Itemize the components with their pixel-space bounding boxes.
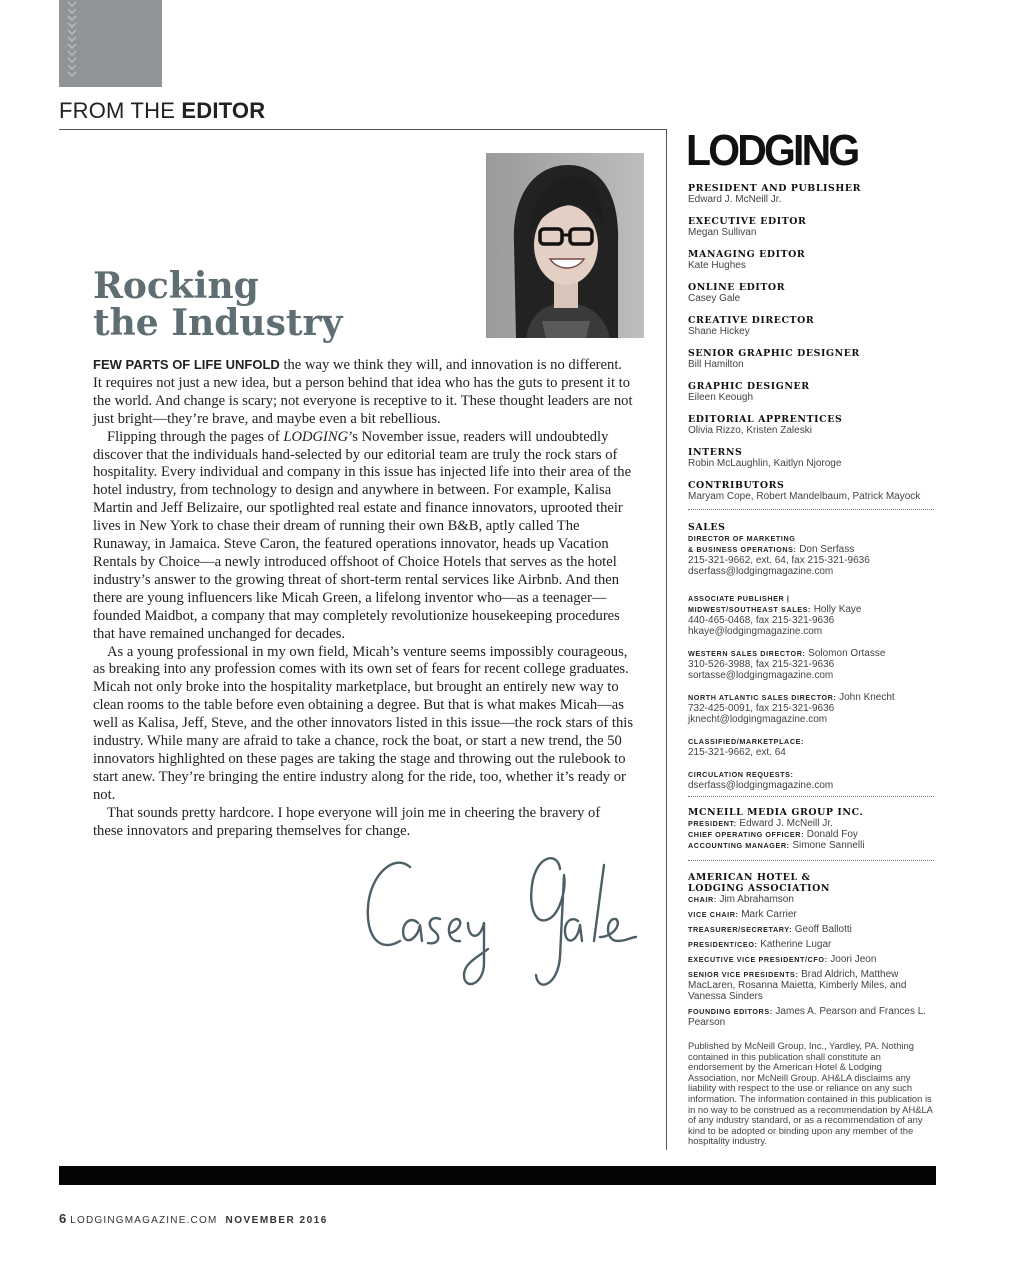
- staff-title: PRESIDENT AND PUBLISHER: [688, 183, 861, 194]
- role-name: Jim Abrahamson: [719, 894, 794, 905]
- staff-entry: [688, 249, 938, 271]
- role-label: SENIOR VICE PRESIDENTS:: [688, 970, 799, 979]
- staff-title: EDITORIAL APPRENTICES: [688, 414, 843, 425]
- chevron-pattern: [65, 0, 79, 80]
- paragraph-3: As a young professional in my own field, Micah’s venture seems impossibly courageous, as breaking into any profession comes with its own set of fears for recent college graduates. Micah not only broke into the hospitality marketplace, but brought an entirely new way to clean rooms to the table before even obtaining a degree. But that is what makes Micah—as well as Kalisa, Jeff, Steve, and the other innovators listed in this issue—the rock stars of this industry. While many are afraid to take a chance, rock the boat, or start a new trend, the 50 innovators highlighted on these pages are taking the stage and throwing out the rulebook to start anew. They’re bringing the entire industry along for the ride, too, whether it’s ready or not.: [93, 643, 634, 803]
- sales-label: CLASSIFIED/MARKETPLACE:: [688, 737, 805, 746]
- sales-email: sortasse@lodgingmagazine.com: [688, 670, 834, 681]
- role-label: PRESIDENT/CEO:: [688, 940, 758, 949]
- sales-section: [688, 522, 938, 791]
- article-body: [93, 356, 633, 840]
- sales-title: SALES: [688, 522, 726, 533]
- dotted-rule: [688, 509, 934, 510]
- role-label: EXECUTIVE VICE PRESIDENT/CFO:: [688, 955, 828, 964]
- paragraph-2-start: Flipping through the pages of: [107, 428, 284, 445]
- paragraph-4: That sounds pretty hardcore. I hope everyone will join me in cheering the bravery of these innovators and preparing themselves for change.: [93, 804, 601, 839]
- section-heading: [59, 98, 265, 124]
- role-label: TREASURER/SECRETARY:: [688, 925, 793, 934]
- sales-name: Don Serfass: [799, 544, 855, 555]
- role-name: James A. Pearson and Frances L. Pearson: [688, 1006, 927, 1028]
- staff-title: EXECUTIVE EDITOR: [688, 216, 807, 227]
- footer-bar: [59, 1166, 936, 1185]
- role-label: CHIEF OPERATING OFFICER:: [688, 830, 805, 839]
- staff-entry: [688, 183, 938, 205]
- role-label: CHAIR:: [688, 895, 717, 904]
- top-rule: [59, 129, 666, 130]
- role-name: Simone Sannelli: [792, 840, 865, 851]
- paragraph-2-rest: ’s November issue, readers will undoubtedly discover that the individuals hand-selected by our editorial team are truly the rock stars of hospitality. Every individual and company in this issue has injected life into their area of the hotel industry, from technology to design and anywhere in between. For example, Kalisa Martin and Jeff Belizaire, our spotlighted real estate and finance innovators, uprooted their lives in New York to chase their dream of running their own B&B, aptly called The Runaway, in Jamaica. Steve Caron, the featured operations innovator, heads up Vacation Rentals by Choice—a newly introduced offshoot of Choice Hotels that serves as the hotel industry’s answer to the growing threat of short-term rental services like Airbnb. And then there are young influencers like Micah Green, a lifelong inventor who—as a teenager—founded Maidbot, a company that may completely revolutionize housekeeping procedures that have remained unchanged for decades.: [93, 428, 632, 642]
- role-label: FOUNDING EDITORS:: [688, 1007, 773, 1016]
- mcneill-section: [688, 807, 938, 851]
- staff-list: [688, 183, 938, 502]
- paragraph-1-text: the way we think they will, and innovation is no different. It requires not just a new idea, but a person behind that idea who has the guts to present it to the world. And change is scary; not everyone is receptive to it. These thought leaders are not just bright—they’re brave, and maybe even a bit rebellious.: [93, 357, 633, 427]
- footer-website: LODGINGMAGAZINE.COM: [70, 1215, 218, 1226]
- sales-label: NORTH ATLANTIC SALES DIRECTOR:: [688, 693, 837, 702]
- disclaimer: Published by McNeill Group, Inc., Yardley, PA. Nothing contained in this publication shall constitute an endorsement by the American Hotel & Lodging Association, nor McNeill Group. AH&LA disclaims any liability with respect to the use or reliance on any such information. The information contained in this publication is in no way to be construed as a recommendation by AH&LA of any industry standard, or as a recommendation of any kind to be adopted or binding upon any member of the hospitality industry.: [688, 1040, 933, 1147]
- sales-email: dserfass@lodgingmagazine.com: [688, 780, 834, 791]
- sales-label: MIDWEST/SOUTHEAST SALES:: [688, 605, 812, 614]
- staff-entry: [688, 480, 938, 502]
- magazine-name: LODGING: [283, 428, 349, 445]
- ahla-title: LODGING ASSOCIATION: [688, 883, 830, 894]
- ahla-title: AMERICAN HOTEL &: [688, 872, 811, 883]
- sales-label: ASSOCIATE PUBLISHER |: [688, 594, 790, 603]
- sales-phone: 215-321-9662, ext. 64, fax 215-321-9636: [688, 555, 870, 566]
- staff-entry: [688, 282, 938, 304]
- lead-in: FEW PARTS OF LIFE UNFOLD: [93, 357, 280, 372]
- staff-title: SENIOR GRAPHIC DESIGNER: [688, 348, 860, 359]
- sales-phone: 732-425-0091, fax 215-321-9636: [688, 703, 835, 714]
- staff-title: INTERNS: [688, 447, 743, 458]
- role-name: Edward J. McNeill Jr.: [739, 818, 833, 829]
- staff-entry: [688, 216, 938, 238]
- page-footer: [59, 1211, 328, 1226]
- role-name: Katherine Lugar: [760, 939, 832, 950]
- staff-entry: [688, 447, 938, 469]
- page-number: 6: [59, 1211, 67, 1226]
- sales-phone: 215-321-9662, ext. 64: [688, 747, 786, 758]
- staff-name: Olivia Rizzo, Kristen Zaleski: [688, 425, 812, 436]
- role-name: Joori Jeon: [830, 954, 877, 965]
- role-name: Geoff Ballotti: [794, 924, 852, 935]
- role-name: Donald Foy: [806, 829, 858, 840]
- staff-entry: [688, 414, 938, 436]
- staff-name: Casey Gale: [688, 293, 741, 304]
- staff-name: Kate Hughes: [688, 260, 746, 271]
- paragraph-2: [93, 429, 633, 644]
- staff-name: Bill Hamilton: [688, 359, 744, 370]
- ahla-section: [688, 872, 938, 1028]
- sales-label: CIRCULATION REQUESTS:: [688, 770, 794, 779]
- staff-name: Shane Hickey: [688, 326, 750, 337]
- staff-entry: [688, 348, 938, 370]
- role-label: PRESIDENT:: [688, 819, 737, 828]
- editor-portrait: [486, 153, 644, 338]
- editor-signature: [360, 845, 640, 1005]
- sales-name: Holly Kaye: [813, 604, 862, 615]
- sales-label: WESTERN SALES DIRECTOR:: [688, 649, 806, 658]
- headline-line-1: Rocking: [93, 265, 259, 307]
- sales-email: hkaye@lodgingmagazine.com: [688, 626, 823, 637]
- staff-entry: [688, 381, 938, 403]
- sales-phone: 310-526-3988, fax 215-321-9636: [688, 659, 835, 670]
- dotted-rule: [688, 860, 934, 861]
- staff-name: Megan Sullivan: [688, 227, 757, 238]
- role-name: Mark Carrier: [741, 909, 797, 920]
- mcneill-title: MCNEILL MEDIA GROUP INC.: [688, 807, 864, 818]
- role-label: VICE CHAIR:: [688, 910, 739, 919]
- staff-name: Edward J. McNeill Jr.: [688, 194, 782, 205]
- sales-label: DIRECTOR OF MARKETING: [688, 534, 796, 543]
- column-divider: [666, 129, 667, 1150]
- sales-label: & BUSINESS OPERATIONS:: [688, 545, 797, 554]
- staff-name: Robin McLaughlin, Kaitlyn Njoroge: [688, 458, 842, 469]
- staff-title: ONLINE EDITOR: [688, 282, 786, 293]
- sales-name: John Knecht: [839, 692, 895, 703]
- dotted-rule: [688, 796, 934, 797]
- footer-date: NOVEMBER 2016: [225, 1215, 328, 1226]
- staff-entry: [688, 315, 938, 337]
- role-label: ACCOUNTING MANAGER:: [688, 841, 790, 850]
- section-heading-prefix: FROM THE: [59, 98, 176, 123]
- staff-title: GRAPHIC DESIGNER: [688, 381, 810, 392]
- role-name: Brad Aldrich, Matthew MacLaren, Rosanna Maietta, Kimberly Miles, and Vanessa Sinders: [688, 969, 907, 1002]
- sales-email: jknecht@lodgingmagazine.com: [688, 714, 828, 725]
- headline-line-2: the Industry: [93, 302, 343, 344]
- staff-title: CONTRIBUTORS: [688, 480, 785, 491]
- sales-phone: 440-465-0468, fax 215-321-9636: [688, 615, 835, 626]
- section-tab: [59, 0, 162, 87]
- lodging-logo: LODGING: [686, 126, 858, 175]
- headline: [93, 265, 343, 344]
- paragraph-1: [93, 356, 633, 429]
- sales-name: Solomon Ortasse: [808, 648, 886, 659]
- staff-title: MANAGING EDITOR: [688, 249, 806, 260]
- section-heading-bold: EDITOR: [181, 98, 266, 123]
- sales-email: dserfass@lodgingmagazine.com: [688, 566, 834, 577]
- staff-title: CREATIVE DIRECTOR: [688, 315, 815, 326]
- staff-name: Maryam Cope, Robert Mandelbaum, Patrick Mayock: [688, 491, 921, 502]
- staff-name: Eileen Keough: [688, 392, 754, 403]
